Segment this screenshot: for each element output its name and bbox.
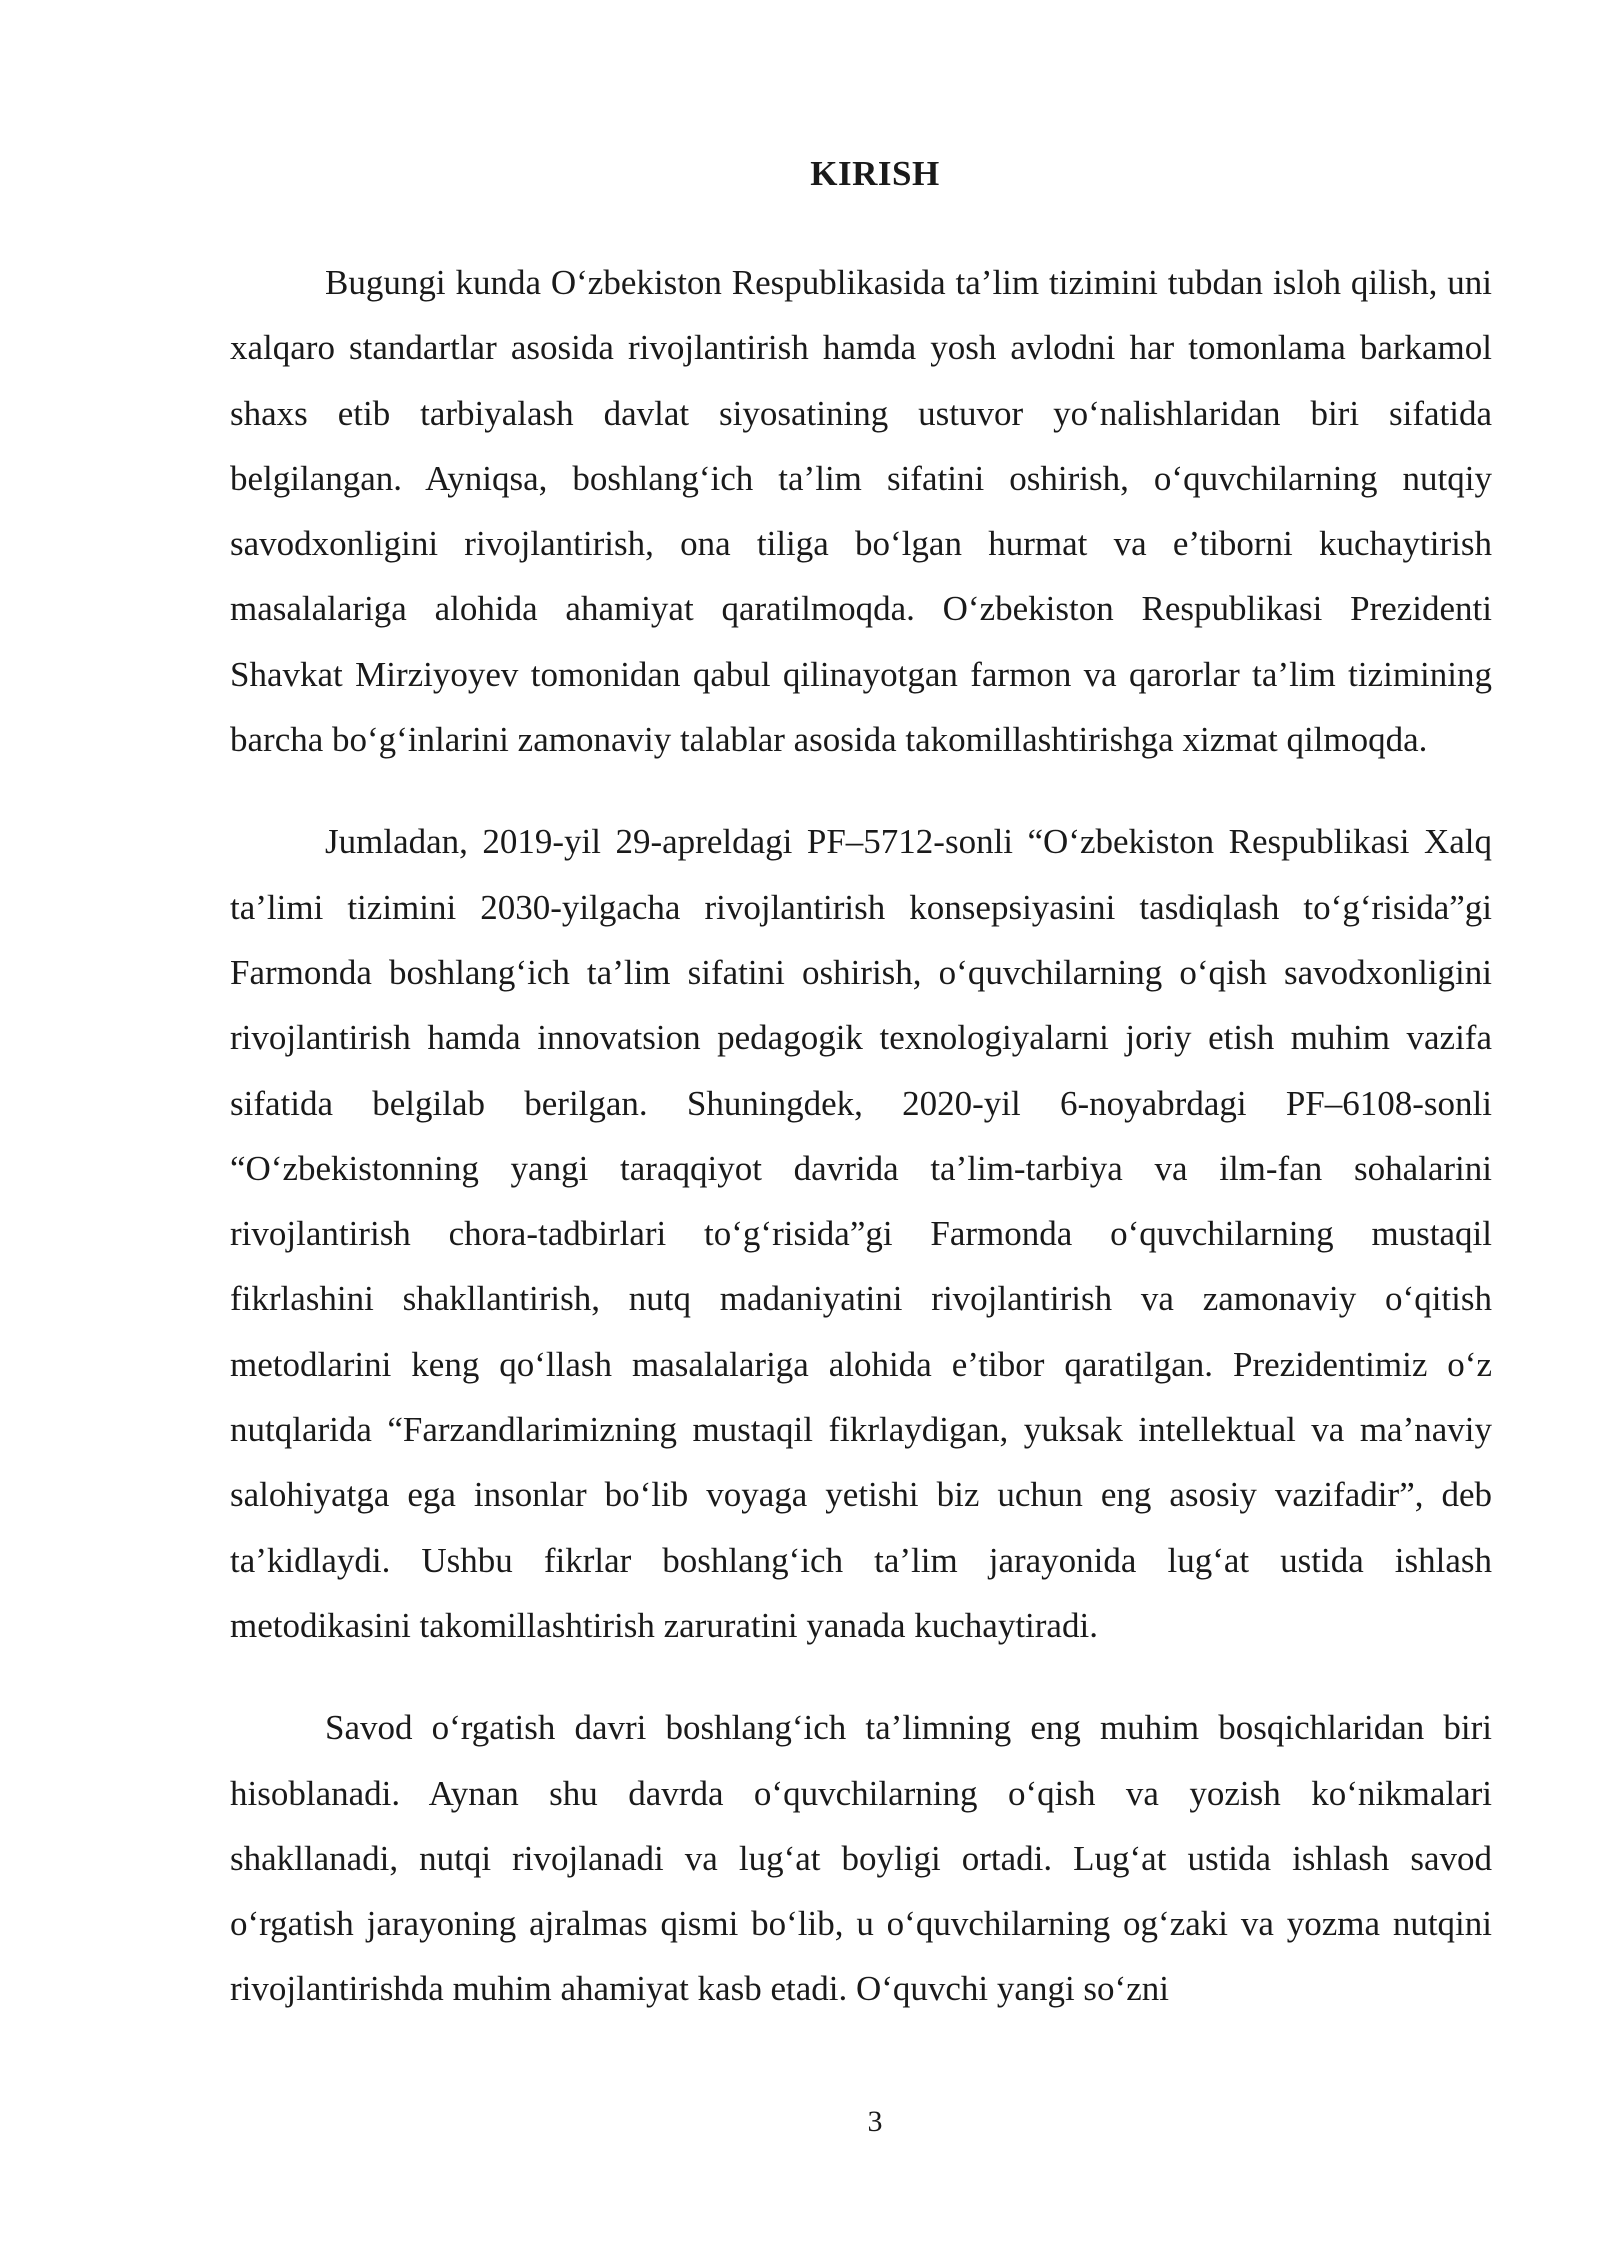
paragraph-literacy: Savod o‘rgatish davri boshlang‘ich ta’limning eng muhim bosqichlaridan biri hisoblanadi. Aynan shu davrda o‘quvchilarning o‘qish va yozish ko‘nikmalari shakllanadi, nutqi rivojlanadi va lug‘at boyligi ortadi. Lug‘at ustida ishlash savod o‘rgatish jarayoning ajralmas qismi bo‘lib, u o‘quvchilarning og‘zaki va yozma nutqini rivojlantirishda muhim ahamiyat kasb etadi. O‘quvchi yangi so‘zni xyxy=(230,1708,1492,2009)
body-text xyxy=(230,250,1492,2022)
paragraph-intro: Bugungi kunda O‘zbekiston Respublikasida ta’lim tizimini tubdan isloh qilish, uni xalqaro standartlar asosida rivojlantirish hamda yosh avlodni har tomonlama barkamol shaxs etib tarbiyalash davlat siyosatining ustuvor yo‘nalishlaridan biri sifatida belgilangan. Ayniqsa, boshlang‘ich ta’lim sifatini oshirish, o‘quvchilarning nutqiy savodxonligini rivojlantirish, ona tiliga bo‘lgan hurmat va e’tiborni kuchaytirish masalalariga alohida ahamiyat qaratilmoqda. O‘zbekiston Respublikasi Prezidenti Shavkat Mirziyoyev tomonidan qabul qilinayotgan farmon va qarorlar ta’lim tizimining barcha bo‘g‘inlarini zamonaviy talablar asosida takomillashtirishga xizmat qilmoqda. xyxy=(230,263,1492,760)
page-number: 3 xyxy=(867,2105,883,2138)
paragraph-decrees: Jumladan, 2019-yil 29-apreldagi PF–5712-sonli “O‘zbekiston Respublikasi Xalq ta’limi tizimini 2030-yilgacha rivojlantirish konsepsiyasini tasdiqlash to‘g‘risida”gi Farmonda boshlang‘ich ta’lim sifatini oshirish, o‘quvchilarning o‘qish savodxonligini rivojlantirish hamda innovatsion pedagogik texnologiyalarni joriy etish muhim vazifa sifatida belgilab berilgan. Shuningdek, 2020-yil 6-noyabrdagi PF–6108-sonli “O‘zbekistonning yangi taraqqiyot davrida ta’lim-tarbiya va ilm-fan sohalarini rivojlantirish chora-tadbirlari to‘g‘risida”gi Farmonda o‘quvchilarning mustaqil fikrlashini shakllantirish, nutq madaniyatini rivojlantirish va zamonaviy o‘qitish metodlarini keng qo‘llash masalalariga alohida e’tibor qaratilgan. Prezidentimiz o‘z nutqlarida “Farzandlarimizning mustaqil fikrlaydigan, yuksak intellektual va ma’naviy salohiyatga ega insonlar bo‘lib voyaga yetishi biz uchun eng asosiy vazifadir”, deb ta’kidlaydi. Ushbu fikrlar boshlang‘ich ta’lim jarayonida lug‘at ustida ishlash metodikasini takomillashtirish zaruratini yanada kuchaytiradi. xyxy=(230,822,1492,1645)
section-title: KIRISH xyxy=(810,154,940,193)
